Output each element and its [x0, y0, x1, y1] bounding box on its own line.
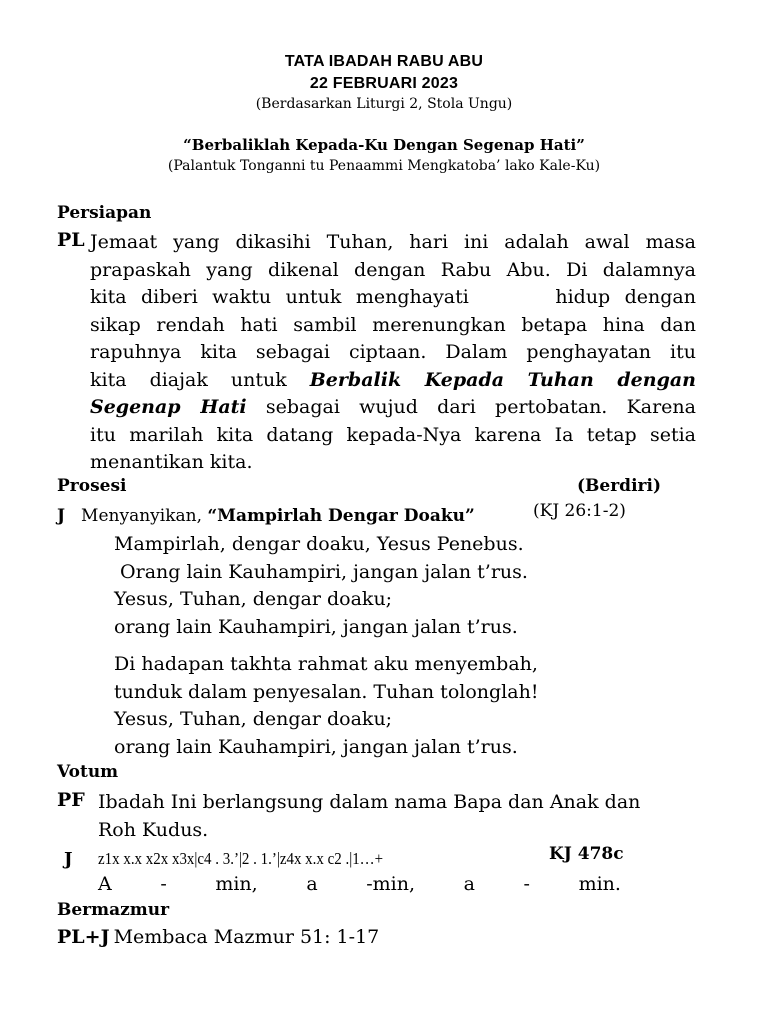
- bermazmur-text: Membaca Mazmur 51: 1-17: [113, 926, 380, 948]
- paragraph-line: sikap rendah hati sambil merenungkan betapa hina dan: [90, 313, 696, 336]
- service-date: 22 FEBRUARI 2023: [309, 75, 459, 92]
- theme-translation: (Palantuk Tonganni tu Penaammi Mengkatoba’ lako Kale-Ku): [167, 158, 601, 174]
- emphasis-text: Segenap Hati: [90, 396, 247, 418]
- speaker-pf: PF: [57, 789, 85, 811]
- votum-text: [98, 789, 640, 844]
- paragraph-text: kita diajak untuk: [90, 368, 310, 391]
- emphasis-text: Berbalik Kepada Tuhan dengan: [309, 368, 696, 391]
- paragraph-line: rapuhnya kita sebagai ciptaan. Dalam penghayatan itu: [90, 341, 696, 363]
- lyric-line: Yesus, Tuhan, dengar doaku;: [114, 708, 393, 730]
- page-title: TATA IBADAH RABU ABU: [284, 53, 484, 70]
- speaker-pl: PL: [57, 229, 85, 251]
- song-title: “Mampirlah Dengar Doaku”: [207, 506, 475, 526]
- prosesi-instruction: [57, 506, 475, 526]
- section-heading-prosesi: Prosesi: [57, 476, 127, 496]
- amen-syllable: -min,: [366, 873, 416, 895]
- paragraph-line: itu marilah kita datang kepada-Nya karena Ia tetap setia: [90, 423, 696, 446]
- lyric-verse-1: [114, 531, 528, 641]
- lyric-line: Di hadapan takhta rahmat aku menyembah,: [114, 653, 538, 675]
- amen-syllable: a: [306, 873, 318, 895]
- amen-syllable: a: [463, 873, 475, 895]
- speaker-j: J: [64, 849, 73, 870]
- posture-note: (Berdiri): [577, 476, 661, 496]
- lyric-line: orang lain Kauhampiri, jangan jalan t’rus.: [114, 615, 518, 638]
- lyric-line: Orang lain Kauhampiri, jangan jalan t’rus.: [114, 560, 528, 583]
- votum-line: Ibadah Ini berlangsung dalam nama Bapa dan Anak dan: [98, 791, 641, 813]
- theme-title: “Berbaliklah Kepada-Ku Dengan Segenap Hati”: [183, 136, 585, 154]
- lyric-line: Yesus, Tuhan, dengar doaku;: [114, 588, 393, 610]
- paragraph-line: prapaskah yang dikenal dengan Rabu Abu. Di dalamnya: [90, 258, 696, 281]
- amen-syllable: -: [160, 873, 167, 895]
- paragraph-line: kita diberi waktu untuk menghayati hidup dengan: [90, 286, 696, 308]
- section-heading-votum: Votum: [57, 762, 119, 782]
- liturgy-note: (Berdasarkan Liturgi 2, Stola Ungu): [255, 96, 513, 112]
- amen-syllable: -: [523, 873, 530, 895]
- paragraph-text: sebagai wujud dari pertobatan. Karena: [246, 396, 696, 418]
- paragraph-line: [90, 367, 696, 395]
- instruction-text: Menyanyikan,: [81, 506, 208, 526]
- speaker-j: J: [57, 506, 66, 526]
- section-heading-persiapan: Persiapan: [57, 203, 152, 223]
- hymn-reference-kj478c: KJ 478c: [549, 844, 624, 864]
- lyric-line: Mampirlah, dengar doaku, Yesus Penebus.: [114, 533, 524, 555]
- lyric-line: orang lain Kauhampiri, jangan jalan t’rus.: [114, 735, 518, 758]
- section-heading-bermazmur: Bermazmur: [57, 900, 170, 920]
- persiapan-paragraph: [90, 229, 696, 477]
- lyric-verse-2: [114, 651, 538, 761]
- lyric-line: tunduk dalam penyesalan. Tuhan tolonglah!: [114, 680, 539, 703]
- amen-syllable: min,: [215, 873, 258, 895]
- paragraph-line: [90, 394, 696, 422]
- hymn-reference: (KJ 26:1-2): [533, 501, 626, 521]
- amen-lyrics: [98, 873, 621, 895]
- amen-syllable: min.: [578, 873, 621, 895]
- speaker-pl-j: PL+J: [57, 926, 110, 948]
- paragraph-line: Jemaat yang dikasihi Tuhan, hari ini adalah awal masa: [90, 231, 696, 253]
- music-notation: z1x x.x x2x x3x|c4 . 3.’|2 . 1.’|z4x x.x c2 .|1…+: [98, 849, 384, 868]
- paragraph-line: menantikan kita.: [90, 451, 253, 473]
- bermazmur-line: [57, 926, 379, 948]
- votum-line: Roh Kudus.: [98, 818, 209, 841]
- amen-syllable: A: [98, 873, 112, 895]
